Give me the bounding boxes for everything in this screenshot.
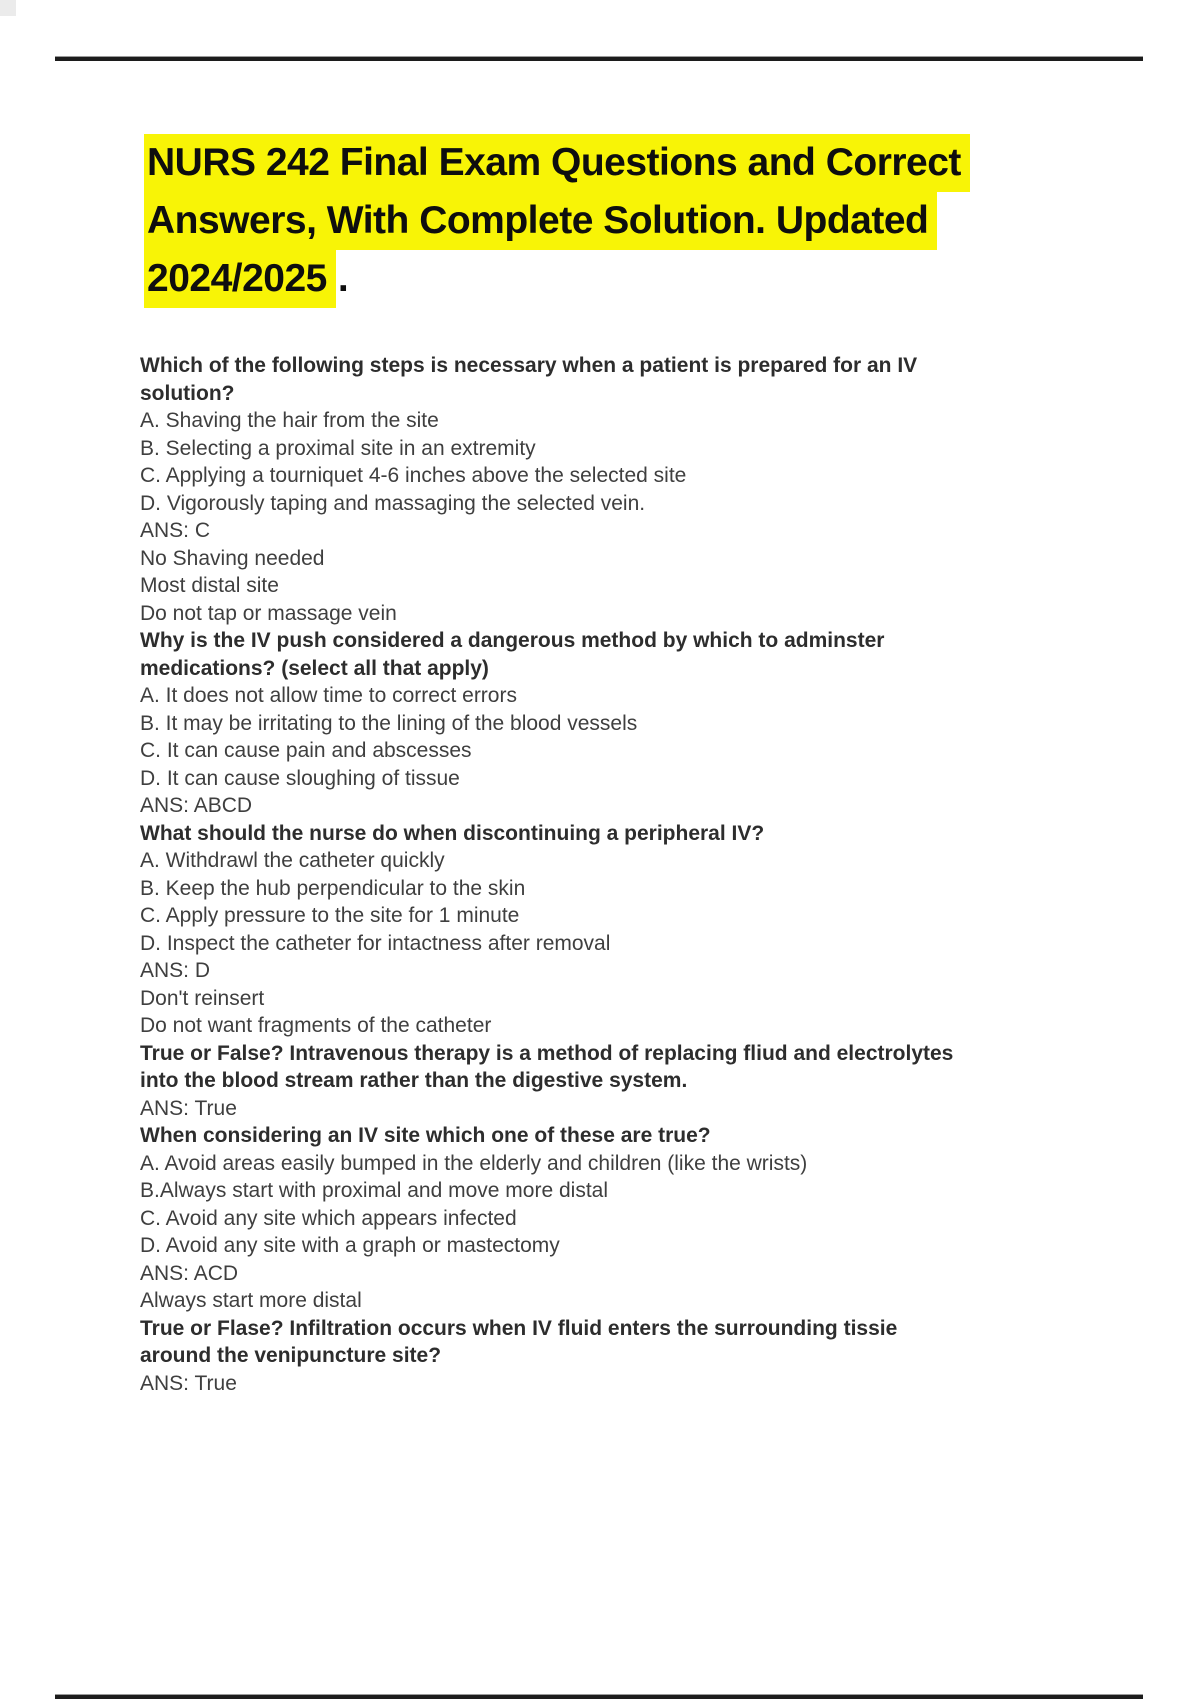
title-line-2 xyxy=(144,192,970,250)
answer-line: C. It can cause pain and abscesses xyxy=(140,739,472,762)
title-line3-text: 2024/2025 xyxy=(144,250,336,308)
answer-line: ANS: C xyxy=(140,519,211,542)
answer-line: Most distal site xyxy=(140,574,279,597)
answer-line: D. Vigorously taping and massaging the selected vein. xyxy=(140,491,646,515)
question-line: True or Flase? Infiltration occurs when IV fluid enters the surrounding tissie xyxy=(140,1316,898,1340)
answer-line: Do not tap or massage vein xyxy=(140,601,397,625)
answer-line: B. Selecting a proximal site in an extremity xyxy=(140,436,536,460)
title-line2-text: Answers, With Complete Solution. Updated xyxy=(144,192,937,250)
page-title xyxy=(144,134,970,308)
corner-artifact xyxy=(0,0,16,16)
answer-line: B. Keep the hub perpendicular to the skin xyxy=(140,876,526,900)
top-rule xyxy=(55,56,1143,61)
answer-line: ANS: D xyxy=(140,959,211,982)
question-line: What should the nurse do when discontinuing a peripheral IV? xyxy=(140,821,765,845)
answer-line: No Shaving needed xyxy=(140,546,325,570)
answer-line: C. Avoid any site which appears infected xyxy=(140,1206,517,1230)
title-line-3 xyxy=(144,250,970,308)
answer-line: ANS: ACD xyxy=(140,1261,239,1285)
answer-line: ANS: True xyxy=(140,1096,237,1120)
title-line1-rest: Questions and Correct xyxy=(540,141,961,184)
qa-content xyxy=(140,352,1100,1397)
question-line: Which of the following steps is necessary when a patient is prepared for an IV xyxy=(140,354,918,377)
question-line: around the venipuncture site? xyxy=(140,1344,442,1367)
answer-line: Don't reinsert xyxy=(140,986,265,1010)
question-line: True or False? Intravenous therapy is a method of replacing fliud and electrolytes xyxy=(140,1041,954,1065)
question-line: medications? (select all that apply) xyxy=(140,656,489,680)
bottom-rule xyxy=(55,1694,1143,1699)
title-course-segment: NURS 242 Final Exam xyxy=(147,141,541,184)
question-line: solution? xyxy=(140,381,235,405)
title-suffix: . xyxy=(337,257,349,300)
answer-line: D. It can cause sloughing of tissue xyxy=(140,766,460,790)
answer-line: C. Applying a tourniquet 4-6 inches above the selected site xyxy=(140,464,687,487)
answer-line: D. Avoid any site with a graph or mastectomy xyxy=(140,1234,560,1257)
answer-line: D. Inspect the catheter for intactness after removal xyxy=(140,931,611,955)
question-line: Why is the IV push considered a dangerous method by which to adminster xyxy=(140,629,885,652)
answer-line: ANS: ABCD xyxy=(140,794,253,817)
question-line: When considering an IV site which one of these are true? xyxy=(140,1124,711,1147)
title-line-1 xyxy=(144,134,970,192)
answer-line: B.Always start with proximal and move more distal xyxy=(140,1179,608,1202)
answer-line: A. It does not allow time to correct errors xyxy=(140,684,517,707)
question-line: into the blood stream rather than the digestive system. xyxy=(140,1069,688,1092)
answer-line: ANS: True xyxy=(140,1371,237,1395)
answer-line: B. It may be irritating to the lining of the blood vessels xyxy=(140,711,638,735)
answer-line: A. Shaving the hair from the site xyxy=(140,409,439,432)
answer-line: A. Withdrawl the catheter quickly xyxy=(140,849,445,872)
answer-line: Always start more distal xyxy=(140,1289,362,1312)
answer-line: A. Avoid areas easily bumped in the elderly and children (like the wrists) xyxy=(140,1151,808,1175)
answer-line: Do not want fragments of the catheter xyxy=(140,1014,492,1037)
answer-line: C. Apply pressure to the site for 1 minute xyxy=(140,904,520,927)
